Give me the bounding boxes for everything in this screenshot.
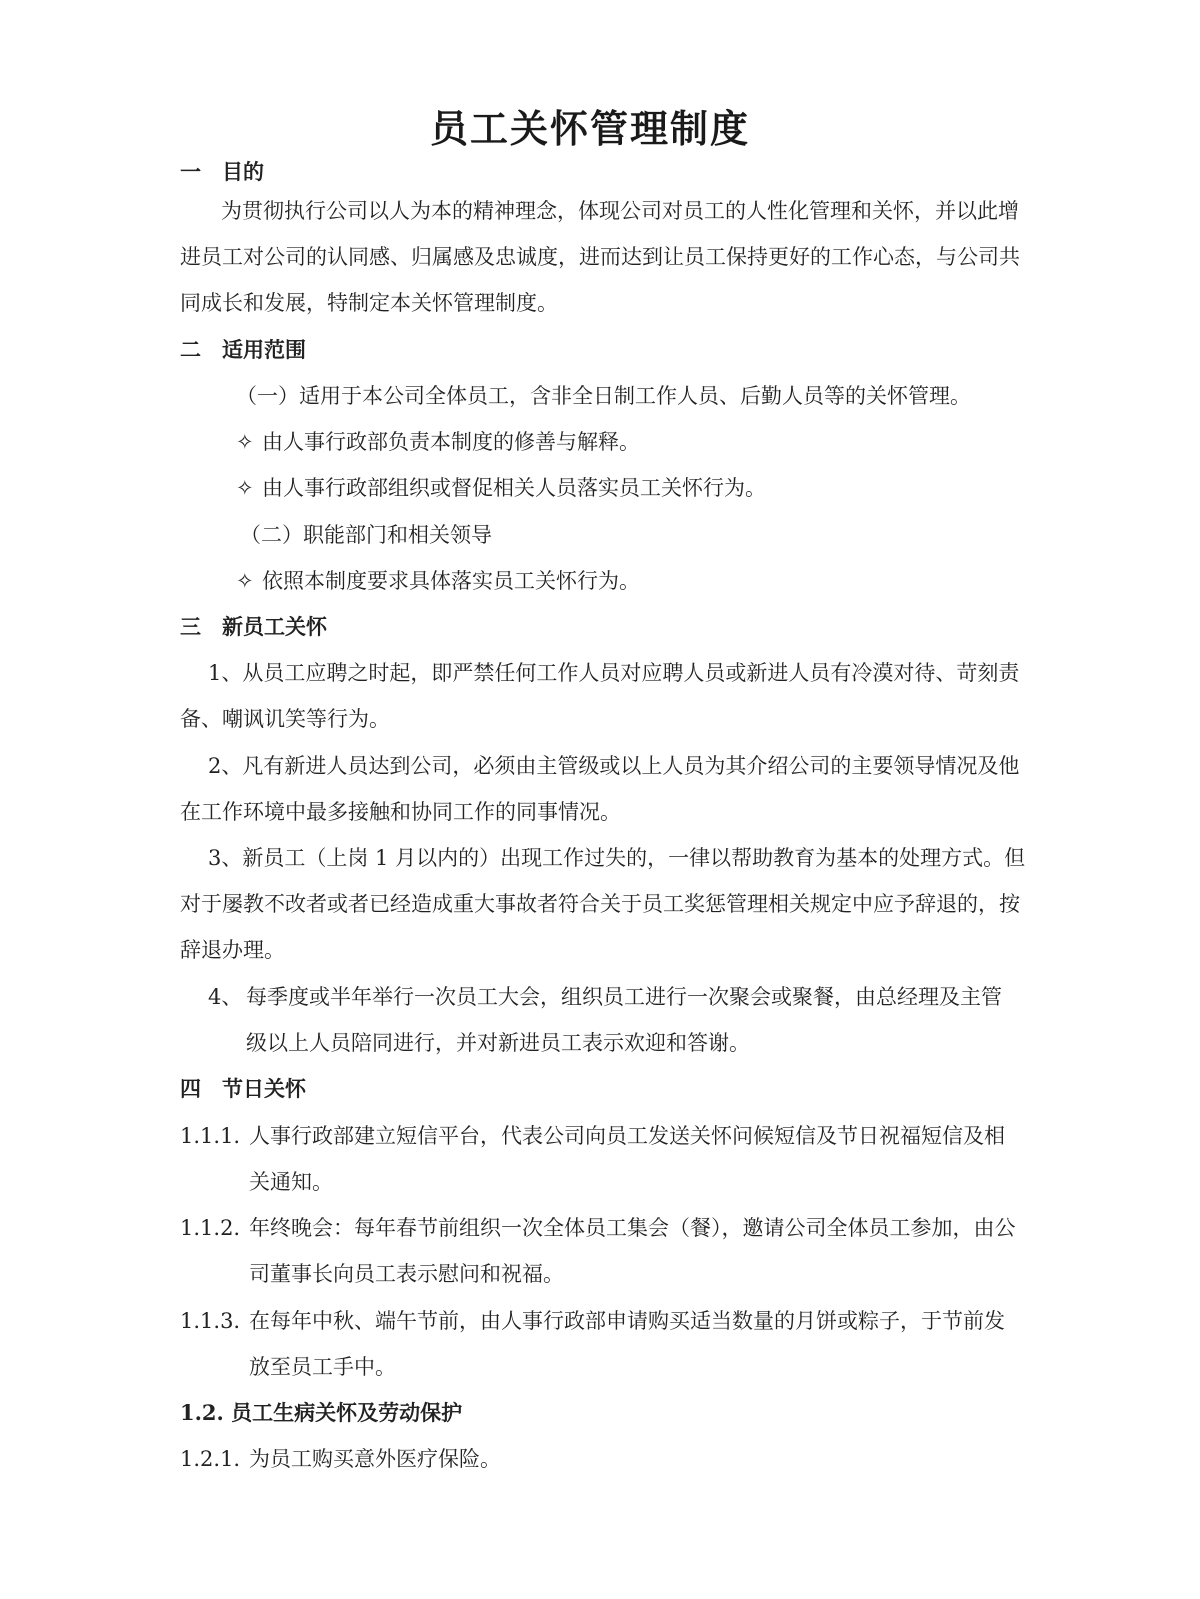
s3-item-3-line-1: 3、新员工（上岗 1 月以内的）出现工作过失的，一律以帮助教育为基本的处理方式。但 — [208, 846, 1026, 870]
s1-line-3: 同成长和发展，特制定本关怀管理制度。 — [180, 291, 558, 315]
s4-item-1-line-1: 人事行政部建立短信平台，代表公司向员工发送关怀问候短信及节日祝福短信及相 — [249, 1124, 1005, 1148]
s3-item-1-line-2: 备、嘲讽讥笑等行为。 — [180, 707, 390, 731]
s2-bullet-1: ✧ 由人事行政部负责本制度的修善与解释。 — [236, 427, 1066, 457]
section-2-heading — [180, 335, 1010, 365]
s3-item-2-line-2: 在工作环境中最多接触和协同工作的同事情况。 — [180, 800, 621, 824]
s4-item-1-number: 1.1.1. — [180, 1124, 241, 1148]
s2-bullet-3: ✧ 依照本制度要求具体落实员工关怀行为。 — [236, 566, 1066, 596]
diamond-bullet-icon: ✧ — [236, 569, 254, 593]
s4-item-2-line-2: 司董事长向员工表示慰问和祝福。 — [249, 1262, 564, 1286]
section-2-label: 适用范围 — [222, 337, 306, 362]
section-1-heading — [180, 157, 1010, 187]
section-3-number: 三 — [180, 614, 201, 639]
s1-line-1: 为贯彻执行公司以人为本的精神理念，体现公司对员工的人性化管理和关怀，并以此增 — [221, 199, 1019, 223]
s3-item-4-line-2: 级以上人员陪同进行，并对新进员工表示欢迎和答谢。 — [246, 1031, 750, 1055]
s2-bullet-2: ✧ 由人事行政部组织或督促相关人员落实员工关怀行为。 — [236, 473, 1066, 503]
section-3-label: 新员工关怀 — [222, 614, 327, 639]
diamond-bullet-icon: ✧ — [236, 430, 254, 454]
section-4-label: 节日关怀 — [222, 1076, 306, 1101]
s4-item-2-number: 1.1.2. — [180, 1216, 241, 1240]
section-1-number: 一 — [180, 159, 201, 184]
diamond-bullet-icon: ✧ — [236, 476, 254, 500]
section-1-2-heading: 1.2. 员工生病关怀及劳动保护 — [180, 1400, 463, 1425]
s3-item-3-line-3: 辞退办理。 — [180, 938, 285, 962]
document-title: 员工关怀管理制度 — [429, 106, 750, 151]
s5-item-1-number: 1.2.1. — [180, 1447, 241, 1471]
s4-item-2-line-1: 年终晚会：每年春节前组织一次全体员工集会（餐），邀请公司全体员工参加，由公 — [249, 1216, 1016, 1240]
section-4-heading — [180, 1074, 1010, 1104]
s3-item-3-line-2: 对于屡教不改者或者已经造成重大事故者符合关于员工奖惩管理相关规定中应予辞退的，按 — [180, 892, 1020, 916]
s3-item-2-line-1: 2、凡有新进人员达到公司，必须由主管级或以上人员为其介绍公司的主要领导情况及他 — [208, 754, 1020, 778]
s1-line-2: 进员工对公司的认同感、归属感及忠诚度，进而达到让员工保持更好的工作心态，与公司共 — [180, 245, 1020, 269]
s4-item-1-line-2: 关通知。 — [249, 1170, 333, 1194]
section-4-number: 四 — [180, 1076, 201, 1101]
s3-item-4-line-1: 每季度或半年举行一次员工大会，组织员工进行一次聚会或聚餐，由总经理及主管 — [246, 985, 1002, 1009]
s4-item-3-line-1: 在每年中秋、端午节前，由人事行政部申请购买适当数量的月饼或粽子，于节前发 — [249, 1309, 1005, 1333]
section-2-number: 二 — [180, 337, 201, 362]
s3-item-1-line-1: 1、从员工应聘之时起，即严禁任何工作人员对应聘人员或新进人员有冷漠对待、苛刻责 — [208, 661, 1020, 685]
s2-sub-2: （二）职能部门和相关领导 — [240, 523, 492, 547]
s3-item-4-number: 4、 — [208, 985, 243, 1009]
s2-sub-1: （一）适用于本公司全体员工，含非全日制工作人员、后勤人员等的关怀管理。 — [236, 384, 971, 408]
s4-item-3-number: 1.1.3. — [180, 1309, 241, 1333]
section-1-label: 目的 — [222, 159, 264, 184]
s4-item-3-line-2: 放至员工手中。 — [249, 1355, 396, 1379]
section-3-heading — [180, 612, 1010, 642]
s5-item-1-line-1: 为员工购买意外医疗保险。 — [249, 1447, 501, 1471]
